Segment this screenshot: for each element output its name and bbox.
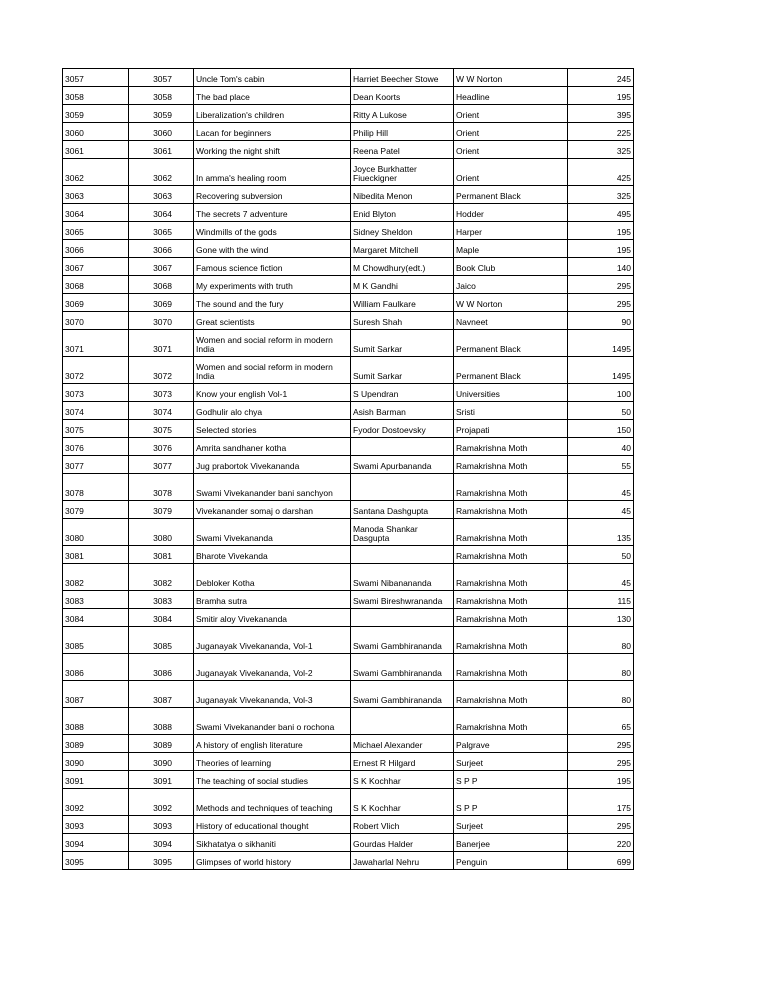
- cell-author: S K Kochhar: [351, 771, 454, 789]
- cell-accession-no: 3058: [129, 87, 194, 105]
- cell-accession-no: 3095: [129, 852, 194, 870]
- cell-accession-no: 3079: [129, 501, 194, 519]
- cell-author: Dean Koorts: [351, 87, 454, 105]
- cell-title: The sound and the fury: [194, 294, 351, 312]
- table-row: [63, 159, 634, 186]
- cell-publisher: Sristi: [454, 402, 568, 420]
- table-row: [63, 753, 634, 771]
- cell-author: S K Kochhar: [351, 789, 454, 816]
- cell-accession-no: 3085: [129, 627, 194, 654]
- cell-title: Sikhatatya o sikhaniti: [194, 834, 351, 852]
- table-row: [63, 564, 634, 591]
- cell-record-id: 3075: [63, 420, 129, 438]
- cell-price: 325: [568, 186, 634, 204]
- cell-publisher: Orient: [454, 123, 568, 141]
- cell-author: Reena Patel: [351, 141, 454, 159]
- table-row: [63, 105, 634, 123]
- table-row: [63, 204, 634, 222]
- cell-accession-no: 3081: [129, 546, 194, 564]
- cell-publisher: Orient: [454, 159, 568, 186]
- book-list-table: [62, 68, 634, 870]
- table-row: [63, 654, 634, 681]
- cell-record-id: 3070: [63, 312, 129, 330]
- cell-accession-no: 3061: [129, 141, 194, 159]
- cell-author: Swami Gambhirananda: [351, 627, 454, 654]
- cell-record-id: 3073: [63, 384, 129, 402]
- cell-title: Women and social reform in modern India: [194, 357, 351, 384]
- table-row: [63, 816, 634, 834]
- cell-title: Lacan for beginners: [194, 123, 351, 141]
- cell-record-id: 3094: [63, 834, 129, 852]
- cell-price: 699: [568, 852, 634, 870]
- cell-title: The teaching of social studies: [194, 771, 351, 789]
- cell-price: 225: [568, 123, 634, 141]
- cell-accession-no: 3084: [129, 609, 194, 627]
- cell-accession-no: 3077: [129, 456, 194, 474]
- cell-publisher: Orient: [454, 105, 568, 123]
- cell-publisher: Permanent Black: [454, 330, 568, 357]
- cell-publisher: S P P: [454, 789, 568, 816]
- cell-accession-no: 3057: [129, 69, 194, 87]
- cell-author: [351, 546, 454, 564]
- cell-title: Famous science fiction: [194, 258, 351, 276]
- cell-price: 195: [568, 771, 634, 789]
- cell-record-id: 3065: [63, 222, 129, 240]
- cell-publisher: Ramakrishna Moth: [454, 438, 568, 456]
- cell-publisher: Ramakrishna Moth: [454, 609, 568, 627]
- cell-title: Recovering subversion: [194, 186, 351, 204]
- cell-price: 45: [568, 564, 634, 591]
- cell-title: Smitir aloy Vivekananda: [194, 609, 351, 627]
- cell-price: 295: [568, 753, 634, 771]
- table-row: [63, 591, 634, 609]
- cell-publisher: W W Norton: [454, 69, 568, 87]
- cell-price: 65: [568, 708, 634, 735]
- cell-accession-no: 3072: [129, 357, 194, 384]
- table-row: [63, 186, 634, 204]
- cell-author: Enid Blyton: [351, 204, 454, 222]
- cell-price: 295: [568, 276, 634, 294]
- cell-author: [351, 609, 454, 627]
- cell-accession-no: 3059: [129, 105, 194, 123]
- cell-record-id: 3076: [63, 438, 129, 456]
- cell-price: 325: [568, 141, 634, 159]
- cell-author: Philip Hill: [351, 123, 454, 141]
- cell-author: Suresh Shah: [351, 312, 454, 330]
- table-row: [63, 69, 634, 87]
- cell-publisher: Maple: [454, 240, 568, 258]
- cell-title: Selected stories: [194, 420, 351, 438]
- table-row: [63, 546, 634, 564]
- cell-author: Jawaharlal Nehru: [351, 852, 454, 870]
- cell-accession-no: 3087: [129, 681, 194, 708]
- cell-record-id: 3083: [63, 591, 129, 609]
- cell-publisher: Ramakrishna Moth: [454, 681, 568, 708]
- cell-accession-no: 3060: [129, 123, 194, 141]
- cell-title: Debloker Kotha: [194, 564, 351, 591]
- cell-title: Swami Vivekananda: [194, 519, 351, 546]
- cell-accession-no: 3074: [129, 402, 194, 420]
- cell-publisher: Permanent Black: [454, 357, 568, 384]
- cell-title: Juganayak Vivekananda, Vol-2: [194, 654, 351, 681]
- cell-record-id: 3084: [63, 609, 129, 627]
- cell-title: History of educational thought: [194, 816, 351, 834]
- cell-author: [351, 474, 454, 501]
- cell-author: Asish Barman: [351, 402, 454, 420]
- cell-price: 80: [568, 654, 634, 681]
- table-row: [63, 240, 634, 258]
- cell-record-id: 3093: [63, 816, 129, 834]
- cell-price: 175: [568, 789, 634, 816]
- cell-title: The bad place: [194, 87, 351, 105]
- cell-publisher: Ramakrishna Moth: [454, 519, 568, 546]
- cell-record-id: 3091: [63, 771, 129, 789]
- cell-title: Vivekanander somaj o darshan: [194, 501, 351, 519]
- cell-title: Windmills of the gods: [194, 222, 351, 240]
- table-row: [63, 330, 634, 357]
- cell-publisher: Hodder: [454, 204, 568, 222]
- cell-author: Swami Bireshwrananda: [351, 591, 454, 609]
- cell-accession-no: 3080: [129, 519, 194, 546]
- cell-price: 130: [568, 609, 634, 627]
- table-row: [63, 771, 634, 789]
- cell-accession-no: 3082: [129, 564, 194, 591]
- cell-publisher: Ramakrishna Moth: [454, 456, 568, 474]
- cell-record-id: 3068: [63, 276, 129, 294]
- cell-accession-no: 3093: [129, 816, 194, 834]
- cell-record-id: 3074: [63, 402, 129, 420]
- cell-publisher: Navneet: [454, 312, 568, 330]
- cell-record-id: 3069: [63, 294, 129, 312]
- cell-price: 115: [568, 591, 634, 609]
- table-row: [63, 141, 634, 159]
- table-row: [63, 276, 634, 294]
- table-row: [63, 294, 634, 312]
- table-row: [63, 627, 634, 654]
- cell-accession-no: 3063: [129, 186, 194, 204]
- cell-accession-no: 3065: [129, 222, 194, 240]
- table-row: [63, 834, 634, 852]
- cell-publisher: Ramakrishna Moth: [454, 564, 568, 591]
- cell-author: Gourdas Halder: [351, 834, 454, 852]
- cell-title: Bramha sutra: [194, 591, 351, 609]
- cell-author: Fyodor Dostoevsky: [351, 420, 454, 438]
- table-row: [63, 789, 634, 816]
- table-row: [63, 456, 634, 474]
- cell-record-id: 3077: [63, 456, 129, 474]
- table-row: [63, 474, 634, 501]
- cell-author: M Chowdhury(edt.): [351, 258, 454, 276]
- cell-author: Swami Gambhirananda: [351, 654, 454, 681]
- cell-publisher: S P P: [454, 771, 568, 789]
- cell-title: The secrets 7 adventure: [194, 204, 351, 222]
- cell-record-id: 3095: [63, 852, 129, 870]
- cell-publisher: Permanent Black: [454, 186, 568, 204]
- cell-title: Amrita sandhaner kotha: [194, 438, 351, 456]
- cell-title: Great scientists: [194, 312, 351, 330]
- cell-author: Swami Gambhirananda: [351, 681, 454, 708]
- cell-title: A history of english literature: [194, 735, 351, 753]
- cell-accession-no: 3092: [129, 789, 194, 816]
- cell-price: 140: [568, 258, 634, 276]
- cell-publisher: Harper: [454, 222, 568, 240]
- table-row: [63, 681, 634, 708]
- table-row: [63, 222, 634, 240]
- cell-publisher: Projapati: [454, 420, 568, 438]
- cell-accession-no: 3094: [129, 834, 194, 852]
- cell-record-id: 3057: [63, 69, 129, 87]
- cell-record-id: 3064: [63, 204, 129, 222]
- cell-author: S Upendran: [351, 384, 454, 402]
- cell-price: 295: [568, 735, 634, 753]
- cell-record-id: 3085: [63, 627, 129, 654]
- cell-record-id: 3087: [63, 681, 129, 708]
- cell-publisher: Banerjee: [454, 834, 568, 852]
- cell-price: 195: [568, 240, 634, 258]
- cell-author: [351, 438, 454, 456]
- cell-title: Liberalization's children: [194, 105, 351, 123]
- cell-accession-no: 3091: [129, 771, 194, 789]
- cell-record-id: 3067: [63, 258, 129, 276]
- cell-publisher: Ramakrishna Moth: [454, 591, 568, 609]
- cell-author: Sumit Sarkar: [351, 330, 454, 357]
- cell-record-id: 3080: [63, 519, 129, 546]
- cell-publisher: Ramakrishna Moth: [454, 627, 568, 654]
- cell-author: M K Gandhi: [351, 276, 454, 294]
- cell-price: 90: [568, 312, 634, 330]
- cell-record-id: 3061: [63, 141, 129, 159]
- cell-publisher: Book Club: [454, 258, 568, 276]
- cell-title: Gone with the wind: [194, 240, 351, 258]
- book-list-body: [63, 69, 634, 870]
- cell-author: [351, 708, 454, 735]
- cell-title: Methods and techniques of teaching: [194, 789, 351, 816]
- cell-publisher: Ramakrishna Moth: [454, 654, 568, 681]
- cell-price: 425: [568, 159, 634, 186]
- cell-author: Joyce Burkhatter Fiueckigner: [351, 159, 454, 186]
- cell-price: 395: [568, 105, 634, 123]
- cell-title: Working the night shift: [194, 141, 351, 159]
- cell-accession-no: 3076: [129, 438, 194, 456]
- cell-accession-no: 3070: [129, 312, 194, 330]
- cell-accession-no: 3075: [129, 420, 194, 438]
- cell-price: 1495: [568, 357, 634, 384]
- cell-title: Jug prabortok Vivekananda: [194, 456, 351, 474]
- cell-author: Sumit Sarkar: [351, 357, 454, 384]
- cell-author: Manoda Shankar Dasgupta: [351, 519, 454, 546]
- cell-publisher: Surjeet: [454, 753, 568, 771]
- cell-title: Glimpses of world history: [194, 852, 351, 870]
- cell-accession-no: 3067: [129, 258, 194, 276]
- cell-record-id: 3089: [63, 735, 129, 753]
- cell-price: 495: [568, 204, 634, 222]
- cell-record-id: 3081: [63, 546, 129, 564]
- cell-author: Sidney Sheldon: [351, 222, 454, 240]
- cell-price: 135: [568, 519, 634, 546]
- cell-record-id: 3071: [63, 330, 129, 357]
- cell-accession-no: 3064: [129, 204, 194, 222]
- cell-publisher: Ramakrishna Moth: [454, 474, 568, 501]
- table-row: [63, 123, 634, 141]
- cell-accession-no: 3089: [129, 735, 194, 753]
- cell-author: Michael Alexander: [351, 735, 454, 753]
- cell-accession-no: 3073: [129, 384, 194, 402]
- cell-author: Swami Apurbananda: [351, 456, 454, 474]
- cell-publisher: Ramakrishna Moth: [454, 546, 568, 564]
- cell-price: 100: [568, 384, 634, 402]
- cell-price: 55: [568, 456, 634, 474]
- cell-author: Harriet Beecher Stowe: [351, 69, 454, 87]
- cell-author: Swami Nibanananda: [351, 564, 454, 591]
- table-row: [63, 735, 634, 753]
- cell-title: Juganayak Vivekananda, Vol-3: [194, 681, 351, 708]
- cell-price: 295: [568, 294, 634, 312]
- cell-accession-no: 3062: [129, 159, 194, 186]
- cell-accession-no: 3066: [129, 240, 194, 258]
- cell-publisher: Orient: [454, 141, 568, 159]
- cell-accession-no: 3090: [129, 753, 194, 771]
- cell-price: 245: [568, 69, 634, 87]
- cell-price: 1495: [568, 330, 634, 357]
- cell-price: 150: [568, 420, 634, 438]
- cell-record-id: 3066: [63, 240, 129, 258]
- cell-record-id: 3060: [63, 123, 129, 141]
- cell-record-id: 3088: [63, 708, 129, 735]
- cell-accession-no: 3083: [129, 591, 194, 609]
- cell-accession-no: 3078: [129, 474, 194, 501]
- cell-price: 295: [568, 816, 634, 834]
- cell-record-id: 3078: [63, 474, 129, 501]
- cell-author: Nibedita Menon: [351, 186, 454, 204]
- cell-accession-no: 3071: [129, 330, 194, 357]
- cell-accession-no: 3086: [129, 654, 194, 681]
- cell-title: Uncle Tom's cabin: [194, 69, 351, 87]
- cell-record-id: 3082: [63, 564, 129, 591]
- cell-author: William Faulkare: [351, 294, 454, 312]
- cell-price: 45: [568, 501, 634, 519]
- cell-record-id: 3059: [63, 105, 129, 123]
- cell-accession-no: 3068: [129, 276, 194, 294]
- cell-price: 40: [568, 438, 634, 456]
- cell-record-id: 3092: [63, 789, 129, 816]
- table-row: [63, 519, 634, 546]
- cell-title: Swami Vivekanander bani sanchyon: [194, 474, 351, 501]
- cell-price: 50: [568, 546, 634, 564]
- table-row: [63, 357, 634, 384]
- cell-author: Robert Vlich: [351, 816, 454, 834]
- cell-price: 45: [568, 474, 634, 501]
- cell-title: My experiments with truth: [194, 276, 351, 294]
- cell-record-id: 3079: [63, 501, 129, 519]
- table-row: [63, 501, 634, 519]
- cell-publisher: Ramakrishna Moth: [454, 708, 568, 735]
- cell-record-id: 3090: [63, 753, 129, 771]
- table-row: [63, 609, 634, 627]
- cell-title: Godhulir alo chya: [194, 402, 351, 420]
- cell-publisher: Ramakrishna Moth: [454, 501, 568, 519]
- table-row: [63, 402, 634, 420]
- cell-publisher: Universities: [454, 384, 568, 402]
- cell-title: Know your english Vol-1: [194, 384, 351, 402]
- cell-price: 220: [568, 834, 634, 852]
- table-row: [63, 258, 634, 276]
- cell-accession-no: 3069: [129, 294, 194, 312]
- cell-price: 195: [568, 87, 634, 105]
- cell-author: Margaret Mitchell: [351, 240, 454, 258]
- cell-title: Juganayak Vivekananda, Vol-1: [194, 627, 351, 654]
- cell-author: Santana Dashgupta: [351, 501, 454, 519]
- table-row: [63, 708, 634, 735]
- table-row: [63, 420, 634, 438]
- cell-publisher: Penguin: [454, 852, 568, 870]
- table-row: [63, 87, 634, 105]
- table-row: [63, 312, 634, 330]
- cell-record-id: 3063: [63, 186, 129, 204]
- cell-title: Bharote Vivekanda: [194, 546, 351, 564]
- cell-author: Ernest R Hilgard: [351, 753, 454, 771]
- table-row: [63, 384, 634, 402]
- cell-title: In amma's healing room: [194, 159, 351, 186]
- cell-title: Women and social reform in modern India: [194, 330, 351, 357]
- cell-price: 80: [568, 627, 634, 654]
- cell-price: 195: [568, 222, 634, 240]
- cell-price: 50: [568, 402, 634, 420]
- cell-publisher: Headline: [454, 87, 568, 105]
- cell-title: Swami Vivekanander bani o rochona: [194, 708, 351, 735]
- cell-record-id: 3072: [63, 357, 129, 384]
- table-row: [63, 852, 634, 870]
- cell-price: 80: [568, 681, 634, 708]
- cell-record-id: 3058: [63, 87, 129, 105]
- cell-publisher: Surjeet: [454, 816, 568, 834]
- cell-publisher: Jaico: [454, 276, 568, 294]
- cell-record-id: 3086: [63, 654, 129, 681]
- cell-publisher: Palgrave: [454, 735, 568, 753]
- table-row: [63, 438, 634, 456]
- cell-author: Ritty A Lukose: [351, 105, 454, 123]
- cell-record-id: 3062: [63, 159, 129, 186]
- cell-accession-no: 3088: [129, 708, 194, 735]
- cell-publisher: W W Norton: [454, 294, 568, 312]
- cell-title: Theories of learning: [194, 753, 351, 771]
